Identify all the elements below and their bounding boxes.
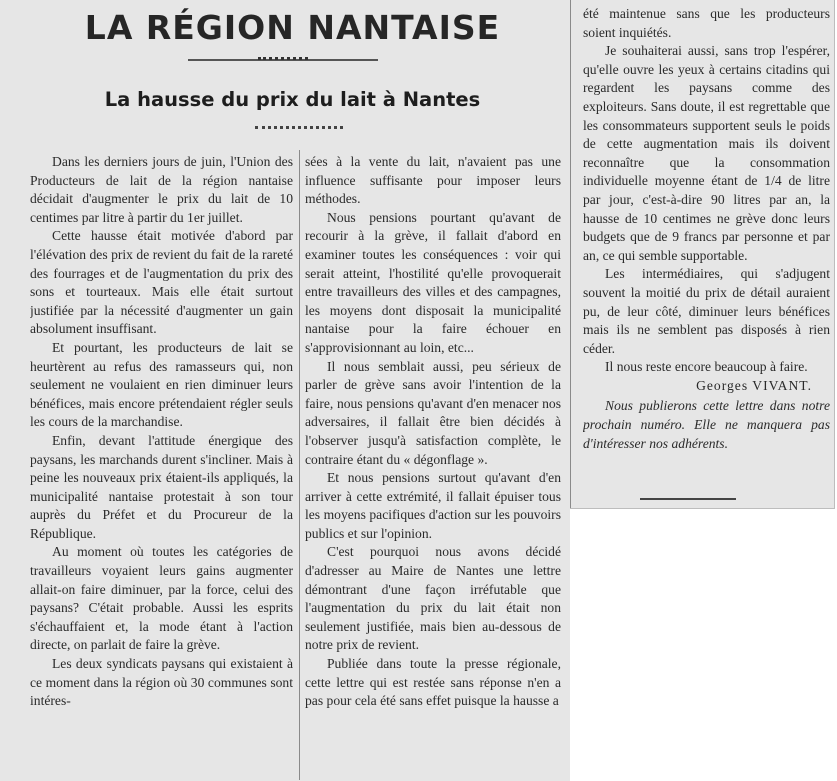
paragraph: Publiée dans toute la presse régionale, cette lettre qui est restée sans réponse n'en a pas pour cela été sans effet puisque la hausse a [305,656,561,709]
article-column-1 [30,153,293,778]
paragraph: Enfin, devant l'attitude énergique des paysans, les marchands durent s'incliner. Mais à peine les nouveaux prix étaient-ils appliqués, la municipalité nantaise protestait à son tour auprès du Préfet et du Procureur de la République. [30,432,293,541]
headline-rule [255,126,343,129]
paragraph: sées à la vente du lait, n'avaient pas une influence suffisante pour imposer leurs méthodes. [305,154,561,207]
paragraph: Il nous semblait aussi, peu sérieux de parler de grève sans avoir l'intention de la faire, nous pensions qu'avant d'en menacer nos adversaires, il fallait être bien décidés à l'observer jusqu'à satisfaction complète, le contraire étant du « dégonflage ». [305,358,561,467]
paragraph: Nous pensions pourtant qu'avant de recourir à la grève, il fallait d'abord en examiner toutes les conséquences : voir qui serait atteint, l'hostilité qu'elle provoquerait entre travailleurs des villes et des campagnes, les moyens dont disposait la municipalité nantaise pour la faire échouer en s'approvisionnant au loin, etc... [305,209,561,355]
masthead-rule [188,59,378,61]
end-rule [640,498,736,500]
paragraph: été maintenue sans que les producteurs soient inquiétés. [583,6,830,40]
paragraph: Cette hausse était motivée d'abord par l'élévation des prix de revient du fait de la rareté des fourrages et de l'augmentation du prix des sons et tourteaux. Mais elle était surtout justifiée par la nécessité d'augmenter un gain absolument insuffisant. [30,228,293,337]
paragraph: Il nous reste encore beaucoup à faire. [605,359,808,375]
column-divider [570,0,571,508]
paragraph: C'est pourquoi nous avons décidé d'adresser au Maire de Nantes une lettre démontrant d'une façon irréfutable que l'augmentation du prix du lait était non seulement justifiée, mais bien au-dessous de notre prix de revient. [305,544,561,653]
paragraph: Dans les derniers jours de juin, l'Union des Producteurs de lait de la région nantaise décidait d'augmenter le prix du lait de 10 centimes par litre à partir du 1er juillet. [30,154,293,225]
paragraph: Au moment où toutes les catégories de travailleurs voyaient leurs gains augmenter allait-on faire diminuer, par la force, celui des paysans? C'était probable. Aussi les esprits s'échauffaient et, la mode étant à l'action directe, on parlait de faire la grève. [30,544,293,653]
article-headline: La hausse du prix du lait à Nantes [104,88,481,111]
editor-note: Nous publierons cette lettre dans notre prochain numéro. Elle ne manquera pas d'intéresser nos adhérents. [583,398,830,451]
article-column-2 [305,153,561,778]
column-divider [299,150,300,780]
paragraph: Les deux syndicats paysans qui existaient à ce moment dans la région où 30 communes sont intéres- [30,656,293,709]
masthead: LA RÉGION NANTAISE [84,8,501,47]
paragraph: Et pourtant, les producteurs de lait se heurtèrent au refus des ramasseurs qui, non seulement ne voulaient en rien diminuer leurs bénéfices, mais encore prétendaient régler seuls les cours de la marchandise. [30,339,293,430]
paragraph: Et nous pensions surtout qu'avant d'en arriver à cette extrémité, il fallait épuiser tous les moyens pacifiques d'action sur les pouvoirs publics et sur l'opinion. [305,470,561,541]
article-column-3 [583,5,830,495]
paragraph: Je souhaiterai aussi, sans trop l'espérer, qu'elle ouvre les yeux à certains citadins qui regardent les paysans comme des exploiteurs. Sans doute, il est regrettable que les consommateurs supportent seuls le poids de cette augmentation mais ils doivent reconnaître que la consommation individuelle moyenne étant de 1/4 de litre par jour, c'est-à-dire 90 litres par an, la hausse de 10 centimes ne grève donc leurs budgets que de 9 francs par personne et par an, ce qui semble supportable. [583,43,830,263]
paragraph: Les intermédiaires, qui s'adjugent souvent la moitié du prix de détail auraient pu, de leur côté, diminuer leurs bénéfices mais ils ne semblent pas disposés à rien céder. [583,266,830,356]
author-signature: Georges VIVANT. [696,377,812,393]
